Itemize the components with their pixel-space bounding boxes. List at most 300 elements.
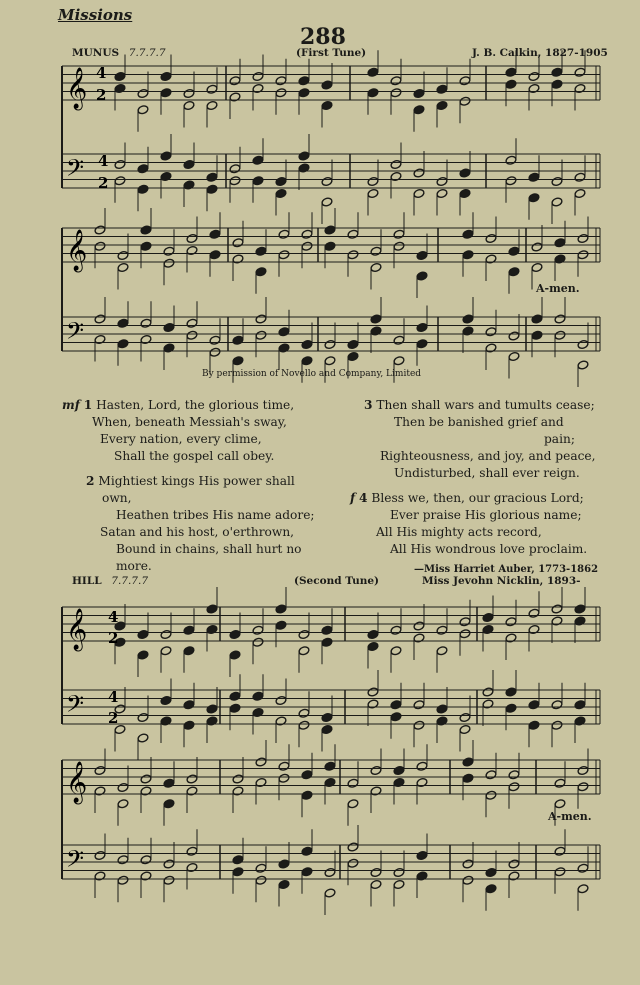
bass-clef: 𝄢 <box>66 845 85 878</box>
notehead <box>160 646 172 656</box>
notehead <box>298 151 310 161</box>
bass-clef: 𝄢 <box>66 154 85 187</box>
notehead <box>551 616 563 626</box>
notehead <box>393 335 405 345</box>
notehead <box>393 867 405 877</box>
notehead <box>160 629 172 639</box>
notehead <box>485 343 497 353</box>
notehead <box>528 83 540 93</box>
tune1-name-text: MUNUS <box>72 47 120 59</box>
treble-clef: 𝄞 <box>66 762 88 803</box>
notehead <box>160 151 172 161</box>
notehead <box>232 867 244 877</box>
notehead <box>508 351 520 361</box>
notehead <box>554 867 566 877</box>
notehead <box>94 314 106 324</box>
notehead <box>462 250 474 260</box>
notehead <box>508 331 520 341</box>
notehead <box>160 71 172 81</box>
notehead <box>416 339 428 349</box>
notehead <box>255 757 267 767</box>
notehead <box>347 842 359 852</box>
verse-line: Mightiest kings His power shall <box>98 474 295 488</box>
tune1-amen: A-men. <box>536 282 580 295</box>
verse-4-number: 4 <box>359 491 368 505</box>
notehead <box>301 790 313 800</box>
notehead <box>459 724 471 734</box>
verse-line: Heathen tribes His name adore; <box>116 508 315 522</box>
notehead <box>252 625 264 635</box>
notehead <box>186 786 198 796</box>
notehead <box>577 884 589 894</box>
notehead <box>413 188 425 198</box>
treble-clef: 𝄞 <box>66 609 88 650</box>
verse-line: Bless we, then, our gracious Lord; <box>371 491 584 505</box>
notehead <box>367 641 379 651</box>
notehead <box>577 765 589 775</box>
notehead <box>206 704 218 714</box>
tune2-time-sig-bottom: 2 <box>108 629 119 647</box>
notehead <box>528 720 540 730</box>
notehead <box>278 859 290 869</box>
tune2-time-sig-top: 4 <box>108 608 119 626</box>
notehead <box>94 225 106 235</box>
notehead <box>114 159 126 169</box>
notehead <box>505 687 517 697</box>
notehead <box>163 322 175 332</box>
notehead <box>505 703 517 713</box>
notehead <box>137 629 149 639</box>
notehead <box>413 720 425 730</box>
notehead <box>137 105 149 115</box>
text-attribution: —Miss Harriet Auber, 1773-1862 <box>414 564 599 575</box>
notehead <box>347 799 359 809</box>
notehead <box>554 846 566 856</box>
notehead <box>186 862 198 872</box>
notehead <box>390 88 402 98</box>
notehead <box>140 225 152 235</box>
notehead <box>505 617 517 627</box>
notehead <box>462 229 474 239</box>
notehead <box>505 633 517 643</box>
notehead <box>554 330 566 340</box>
notehead <box>505 176 517 186</box>
notehead <box>186 330 198 340</box>
verse-line: Undisturbed, shall ever reign. <box>394 466 580 480</box>
notehead <box>137 164 149 174</box>
notehead <box>462 757 474 767</box>
notehead <box>459 168 471 178</box>
notehead <box>485 790 497 800</box>
notehead <box>436 704 448 714</box>
notehead <box>413 700 425 710</box>
notehead <box>206 624 218 634</box>
notehead <box>324 225 336 235</box>
notehead <box>508 267 520 277</box>
notehead <box>206 172 218 182</box>
notehead <box>551 79 563 89</box>
notehead <box>94 765 106 775</box>
notehead <box>252 176 264 186</box>
notehead <box>301 229 313 239</box>
tune1-bass-time-sig-top: 4 <box>98 152 109 170</box>
notehead <box>160 695 172 705</box>
notehead <box>347 778 359 788</box>
notehead <box>436 176 448 186</box>
notehead <box>117 318 129 328</box>
notehead <box>551 604 563 614</box>
notehead <box>462 859 474 869</box>
notehead <box>140 871 152 881</box>
notehead <box>482 687 494 697</box>
notehead <box>551 720 563 730</box>
notehead <box>554 238 566 248</box>
notehead <box>275 695 287 705</box>
notehead <box>298 76 310 86</box>
verse-line: Righteousness, and joy, and peace, <box>380 449 596 463</box>
notehead <box>94 786 106 796</box>
notehead <box>393 777 405 787</box>
notehead <box>321 637 333 647</box>
notehead <box>531 242 543 252</box>
notehead <box>551 176 563 186</box>
verse-2-number: 2 <box>86 474 95 488</box>
notehead <box>278 761 290 771</box>
notehead <box>209 335 221 345</box>
notehead <box>275 604 287 614</box>
notehead <box>528 71 540 81</box>
verse-line: All His wondrous love proclaim. <box>390 542 588 556</box>
notehead <box>462 773 474 783</box>
notehead <box>393 879 405 889</box>
section-title: Missions <box>58 6 133 24</box>
notehead <box>459 76 471 86</box>
notehead <box>574 67 586 77</box>
notehead <box>186 245 198 255</box>
notehead <box>232 335 244 345</box>
notehead <box>229 176 241 186</box>
notehead <box>554 799 566 809</box>
notehead <box>324 761 336 771</box>
notehead <box>393 356 405 366</box>
notehead <box>416 761 428 771</box>
notehead <box>459 617 471 627</box>
notehead <box>137 650 149 660</box>
notehead <box>252 637 264 647</box>
notehead <box>275 716 287 726</box>
notehead <box>324 888 336 898</box>
notehead <box>206 184 218 194</box>
notehead <box>255 863 267 873</box>
notehead <box>209 250 221 260</box>
notehead <box>114 71 126 81</box>
notehead <box>459 629 471 639</box>
notehead <box>186 318 198 328</box>
notehead <box>301 241 313 251</box>
notehead <box>275 620 287 630</box>
notehead <box>574 700 586 710</box>
notehead <box>209 347 221 357</box>
notehead <box>505 79 517 89</box>
notehead <box>577 233 589 243</box>
tune1-label: (First Tune) <box>296 47 367 59</box>
notehead <box>229 164 241 174</box>
notehead <box>255 314 267 324</box>
notehead <box>531 262 543 272</box>
notehead <box>551 197 563 207</box>
notehead <box>416 777 428 787</box>
treble-clef: 𝄞 <box>66 230 88 271</box>
notehead <box>347 339 359 349</box>
notehead <box>301 770 313 780</box>
notehead <box>117 782 129 792</box>
notehead <box>347 858 359 868</box>
notehead <box>186 846 198 856</box>
notehead <box>485 327 497 337</box>
notehead <box>390 646 402 656</box>
notehead <box>508 871 520 881</box>
notehead <box>229 76 241 86</box>
notehead <box>114 83 126 93</box>
notehead <box>94 850 106 860</box>
notehead <box>298 646 310 656</box>
notehead <box>160 88 172 98</box>
notehead <box>482 699 494 709</box>
notehead <box>390 712 402 722</box>
notehead <box>577 782 589 792</box>
notehead <box>390 700 402 710</box>
verse-2 <box>62 473 315 575</box>
notehead <box>186 774 198 784</box>
notehead <box>508 246 520 256</box>
verse-line: own, <box>102 491 132 505</box>
notehead <box>117 875 129 885</box>
notehead <box>370 246 382 256</box>
notehead <box>255 330 267 340</box>
notehead <box>321 100 333 110</box>
notehead <box>278 327 290 337</box>
notehead <box>347 351 359 361</box>
notehead <box>117 855 129 865</box>
notehead <box>140 334 152 344</box>
notehead <box>275 76 287 86</box>
tune2-meter: 7.7.7.7 <box>111 575 149 587</box>
verses-right-column <box>350 397 598 578</box>
notehead <box>416 250 428 260</box>
notehead <box>183 700 195 710</box>
notehead <box>137 88 149 98</box>
notehead <box>117 262 129 272</box>
notehead <box>163 258 175 268</box>
notehead <box>183 180 195 190</box>
notehead <box>321 625 333 635</box>
notehead <box>163 875 175 885</box>
tune1-time-sig-top: 4 <box>96 64 107 82</box>
notehead <box>255 246 267 256</box>
notehead <box>574 716 586 726</box>
notehead <box>528 193 540 203</box>
notehead <box>324 356 336 366</box>
notehead <box>163 859 175 869</box>
notehead <box>140 318 152 328</box>
notehead <box>278 229 290 239</box>
notehead <box>324 339 336 349</box>
verse-line: Ever praise His glorious name; <box>390 508 582 522</box>
notehead <box>531 314 543 324</box>
notehead <box>114 176 126 186</box>
notehead <box>255 267 267 277</box>
notehead <box>554 778 566 788</box>
verse-3-number: 3 <box>364 398 373 412</box>
notehead <box>436 84 448 94</box>
notehead <box>163 246 175 256</box>
notehead <box>163 778 175 788</box>
verse-line: Shall the gospel call obey. <box>114 449 275 463</box>
notehead <box>485 233 497 243</box>
verse-3 <box>350 397 598 482</box>
notehead <box>183 159 195 169</box>
notehead <box>298 163 310 173</box>
notehead <box>183 88 195 98</box>
notehead <box>577 250 589 260</box>
verse-1-number: 1 <box>83 398 93 412</box>
verse-line: Hasten, Lord, the glorious time, <box>96 398 295 412</box>
notehead <box>140 855 152 865</box>
notehead <box>232 786 244 796</box>
notehead <box>183 100 195 110</box>
notehead <box>183 646 195 656</box>
notehead <box>324 867 336 877</box>
notehead <box>117 339 129 349</box>
notehead <box>298 88 310 98</box>
notehead <box>528 624 540 634</box>
notehead <box>459 712 471 722</box>
notehead <box>94 334 106 344</box>
notehead <box>393 765 405 775</box>
notehead <box>321 176 333 186</box>
notehead <box>577 863 589 873</box>
verse-line: Then be banished grief and <box>394 415 564 429</box>
notehead <box>301 356 313 366</box>
notehead <box>252 83 264 93</box>
notehead <box>577 360 589 370</box>
notehead <box>462 314 474 324</box>
notehead <box>232 855 244 865</box>
bass-clef: 𝄢 <box>66 317 85 350</box>
notehead <box>94 241 106 251</box>
notehead <box>367 699 379 709</box>
notehead <box>413 168 425 178</box>
notehead <box>370 867 382 877</box>
hymn-number: 288 <box>300 24 346 50</box>
notehead <box>209 229 221 239</box>
tune1-bass-time-sig-bottom: 2 <box>98 174 109 192</box>
notehead <box>436 188 448 198</box>
verse-line: Then shall wars and tumults cease; <box>376 398 595 412</box>
notehead <box>321 80 333 90</box>
notehead <box>370 765 382 775</box>
notehead <box>275 188 287 198</box>
tune1-time-sig-bottom: 2 <box>96 86 107 104</box>
notehead <box>370 314 382 324</box>
tune2-amen: A-men. <box>548 810 592 823</box>
notehead <box>574 188 586 198</box>
notehead <box>140 241 152 251</box>
notehead <box>413 633 425 643</box>
verses-left-column <box>62 397 315 575</box>
notehead <box>436 625 448 635</box>
notehead <box>163 343 175 353</box>
notehead <box>367 176 379 186</box>
notehead <box>255 875 267 885</box>
notehead <box>321 197 333 207</box>
notehead <box>574 604 586 614</box>
verse-line: Satan and his host, o'erthrown, <box>100 525 295 539</box>
notehead <box>278 773 290 783</box>
notehead <box>390 171 402 181</box>
notehead <box>160 171 172 181</box>
notehead <box>137 184 149 194</box>
notehead <box>574 172 586 182</box>
notehead <box>367 188 379 198</box>
notehead <box>301 846 313 856</box>
notehead <box>390 159 402 169</box>
notehead <box>321 712 333 722</box>
notehead <box>186 233 198 243</box>
notehead <box>275 88 287 98</box>
verse-line: Every nation, every clime, <box>100 432 262 446</box>
notehead <box>482 612 494 622</box>
notehead <box>137 712 149 722</box>
verse-line: Bound in chains, shall hurt no <box>116 542 302 556</box>
notehead <box>485 254 497 264</box>
notehead <box>393 241 405 251</box>
notehead <box>390 625 402 635</box>
notehead <box>229 650 241 660</box>
tune2-label: (Second Tune) <box>294 575 380 587</box>
notehead <box>413 621 425 631</box>
notehead <box>485 867 497 877</box>
notehead <box>528 172 540 182</box>
notehead <box>554 314 566 324</box>
notehead <box>298 720 310 730</box>
notehead <box>117 250 129 260</box>
notehead <box>252 707 264 717</box>
notehead <box>137 733 149 743</box>
notehead <box>505 67 517 77</box>
notehead <box>370 786 382 796</box>
notehead <box>367 629 379 639</box>
notehead <box>551 700 563 710</box>
verse-line: pain; <box>544 432 575 446</box>
notehead <box>206 604 218 614</box>
notehead <box>347 229 359 239</box>
tune2-composer: Miss Jevohn Nicklin, 1893- <box>422 575 581 587</box>
notehead <box>206 84 218 94</box>
notehead <box>229 703 241 713</box>
notehead <box>508 770 520 780</box>
notehead <box>301 339 313 349</box>
notehead <box>232 356 244 366</box>
notehead <box>324 777 336 787</box>
notehead <box>459 96 471 106</box>
notehead <box>232 254 244 264</box>
notehead <box>370 879 382 889</box>
notehead <box>393 229 405 239</box>
notehead <box>528 700 540 710</box>
notehead <box>462 875 474 885</box>
notehead <box>229 629 241 639</box>
